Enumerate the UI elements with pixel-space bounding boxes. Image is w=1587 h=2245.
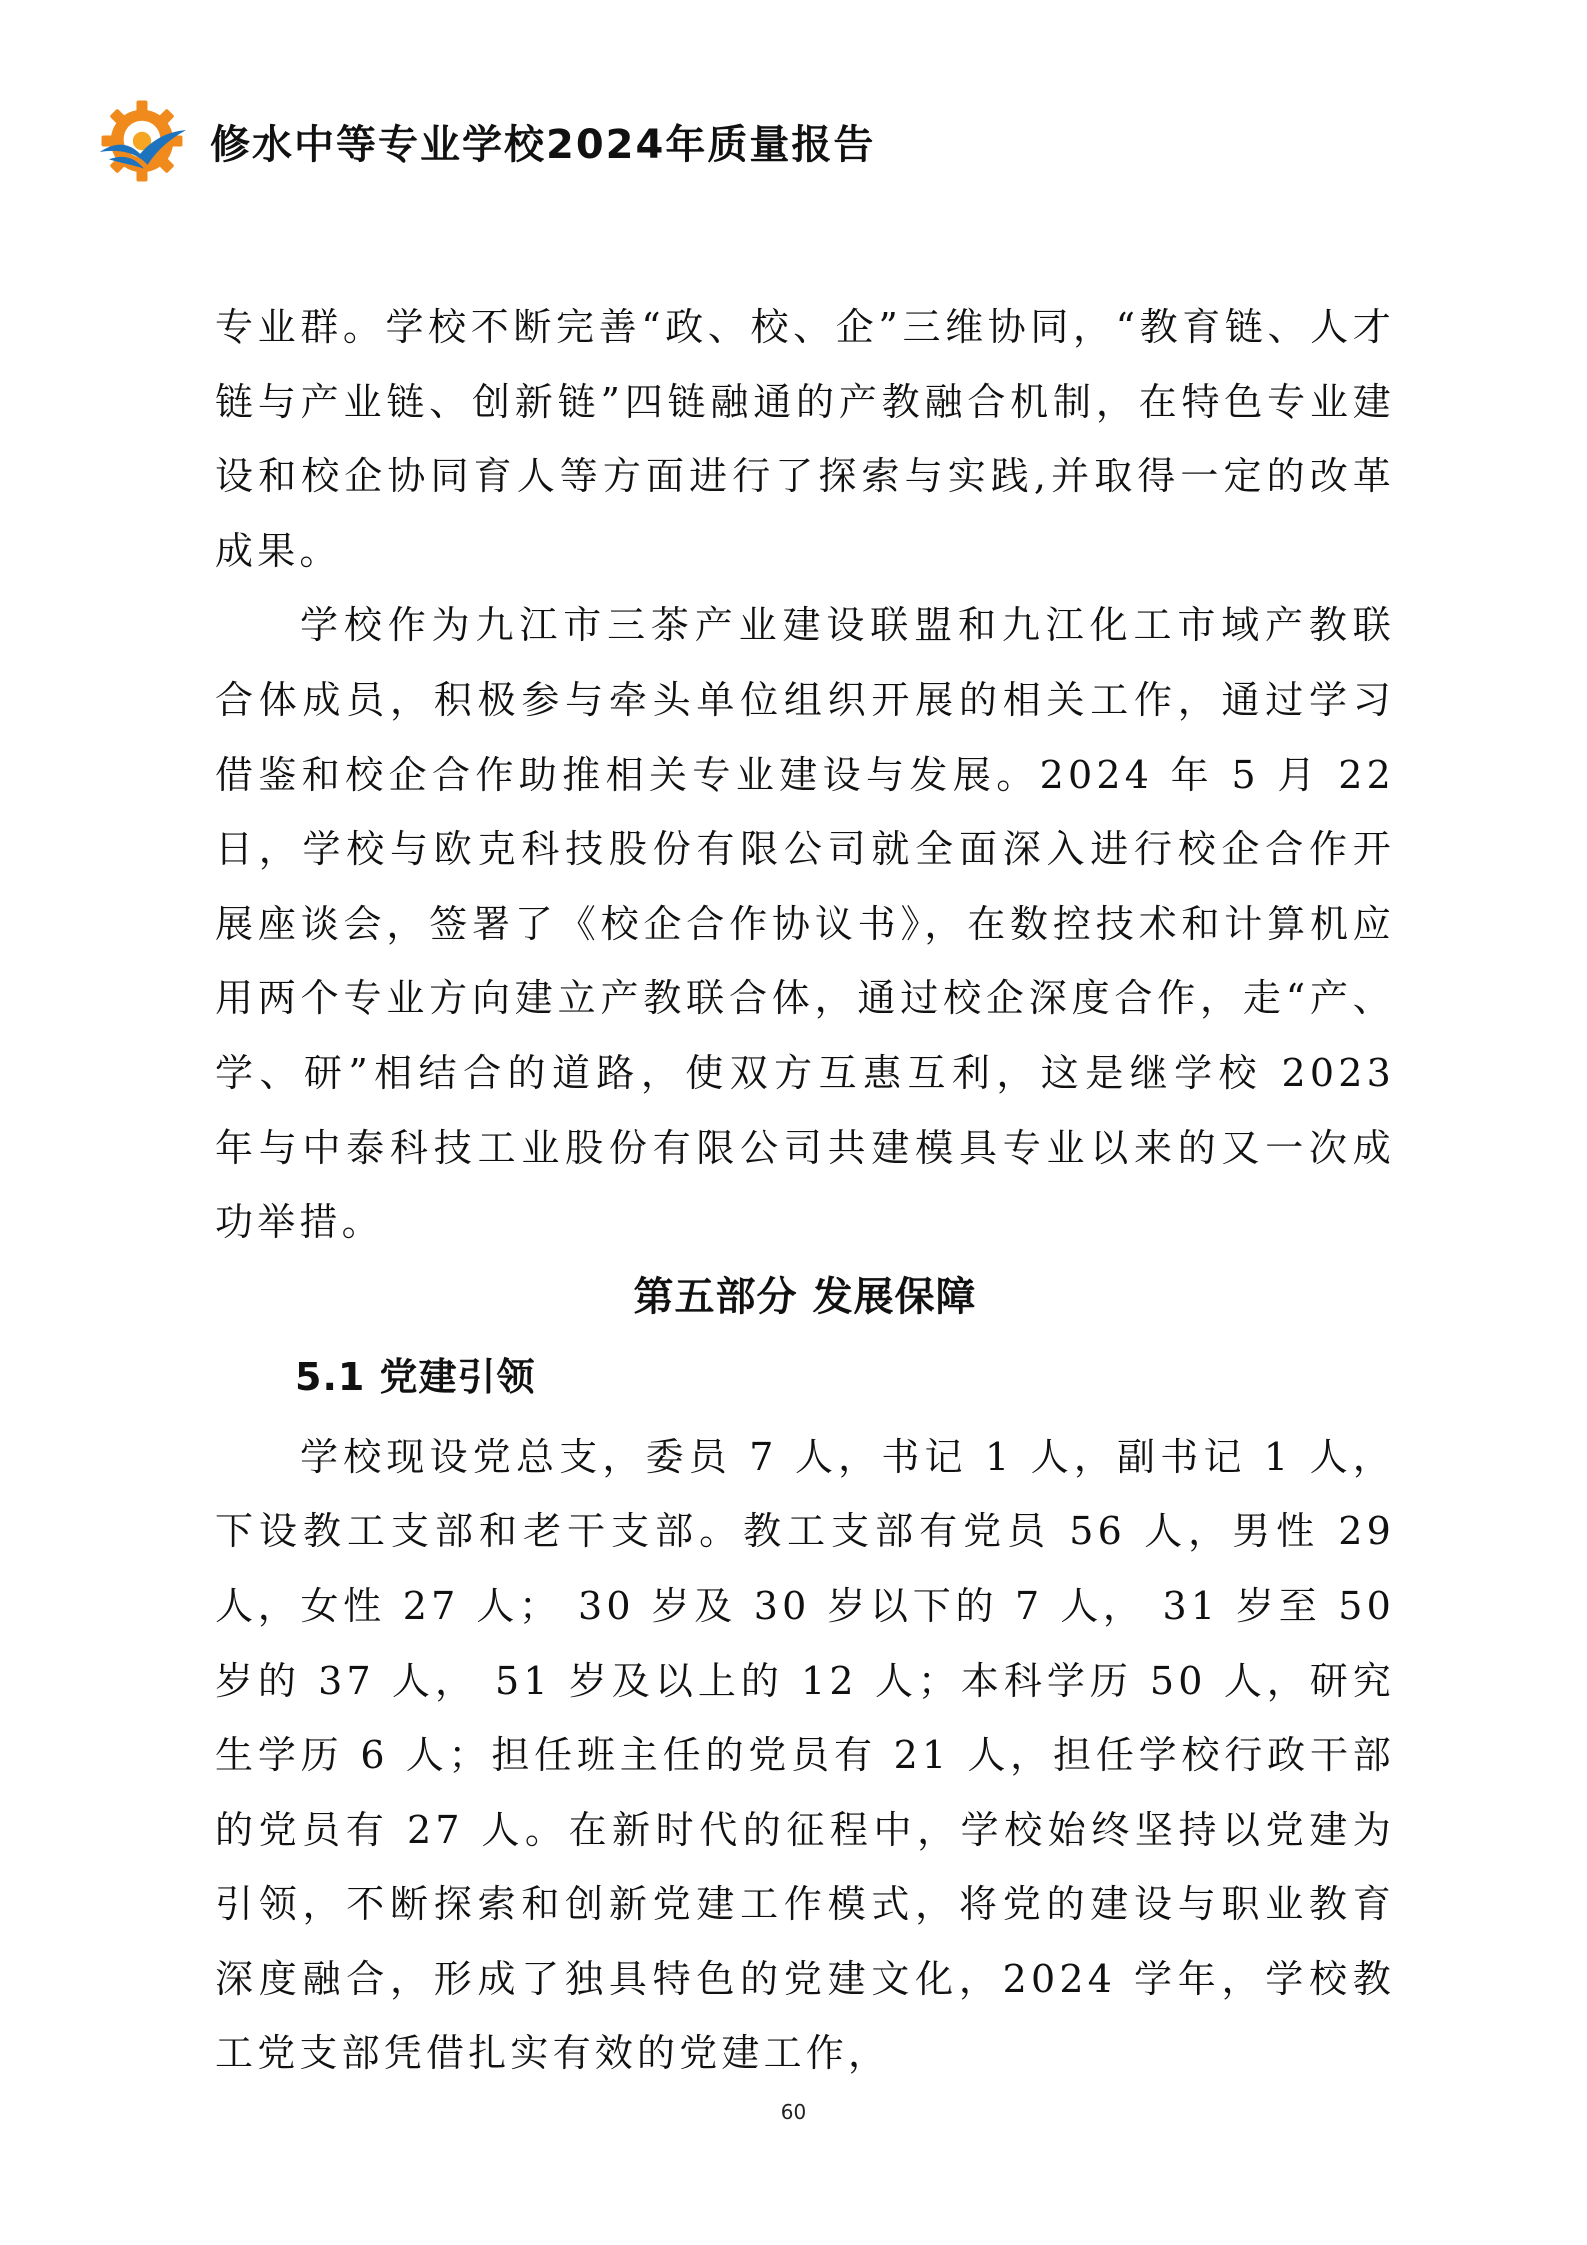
body-paragraph-party-building: 学校现设党总支，委员 7 人，书记 1 人，副书记 1 人，下设教工支部和老干支部。教工支部有党员 56 人，男性 29 人，女性 27 人； 30 岁及 30 岁以下的 7 人， 31 岁至 50 岁的 37 人， 51 岁及以上的 12 人；本科学历 50 人，研究生学历 6 人；担任班主任的党员有 21 人，担任学校行政干部的党员有 27 人。在新时代的征程中，学校始终坚持以党建为引领，不断探索和创新党建工作模式，将党的建设与职业教育深度融合，形成了独具特色的党建文化，2024 学年，学校教工党支部凭借扎实有效的党建工作， bbox=[215, 1434, 1395, 2076]
body-paragraph-continuation: 专业群。学校不断完善“政、校、企”三维协同，“教育链、人才链与产业链、创新链”四链融通的产教融合机制，在特色专业建设和校企协同育人等方面进行了探索与实践,并取得一定的改革成果。 bbox=[215, 305, 1395, 573]
subsection-heading: 5.1 党建引领 bbox=[295, 1354, 536, 1399]
section-heading: 第五部分 发展保障 bbox=[633, 1273, 977, 1320]
page-body bbox=[215, 290, 1395, 2091]
body-paragraph-alliance: 学校作为九江市三茶产业建设联盟和九江化工市域产教联合体成员，积极参与牵头单位组织开展的相关工作，通过学习借鉴和校企合作助推相关专业建设与发展。2024 年 5 月 22 日，学校与欧克科技股份有限公司就全面深入进行校企合作开展座谈会，签署了《校企合作协议书》，在数控技术和计算机应用两个专业方向建立产教联合体，通过校企深度合作，走“产、学、研”相结合的道路，使双方互惠互利，这是继学校 2023 年与中泰科技工业股份有限公司共建模具专业以来的又一次成功举措。 bbox=[215, 603, 1395, 1245]
page-number: 60 bbox=[780, 2100, 807, 2124]
gear-wave-logo-icon bbox=[96, 95, 188, 187]
report-title: 修水中等专业学校2024年质量报告 bbox=[210, 121, 876, 168]
page-header bbox=[96, 96, 875, 186]
